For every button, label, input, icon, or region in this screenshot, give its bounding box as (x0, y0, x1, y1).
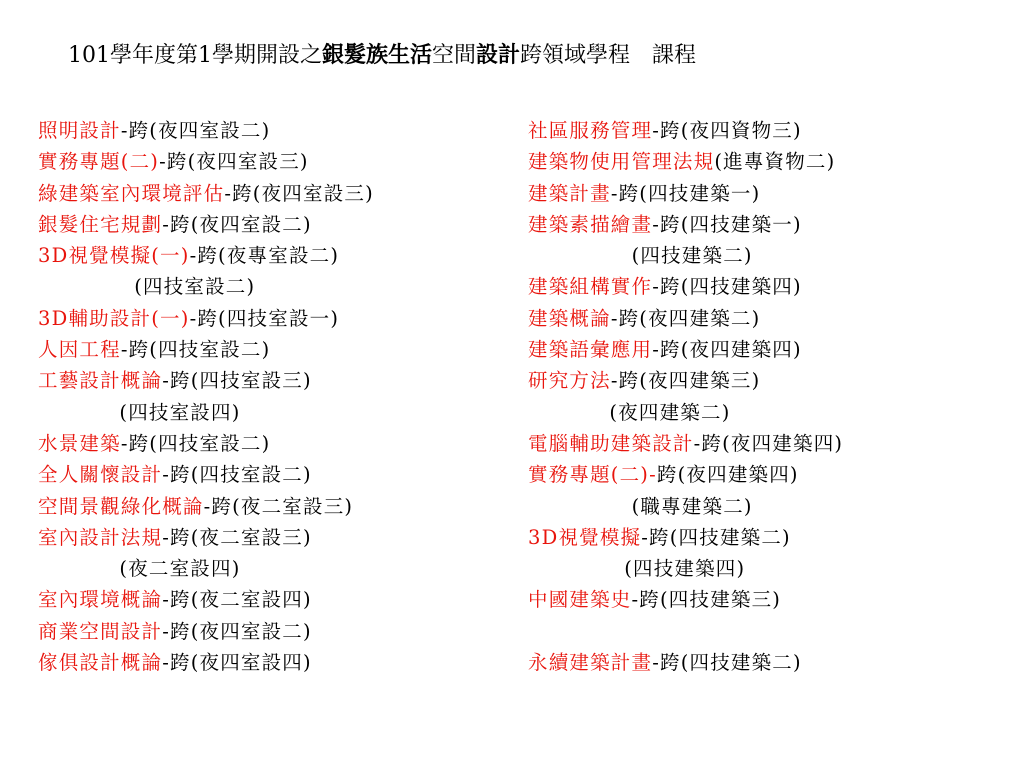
course-name: 建築組構實作 (528, 275, 653, 299)
class-note: -跨(四技建築三) (631, 588, 782, 612)
right-course-row (528, 271, 1008, 302)
left-course-row (38, 303, 518, 334)
right-course-list (528, 115, 1008, 678)
right-course-row (528, 522, 1008, 553)
course-name: 3D視覺模擬 (528, 525, 642, 549)
course-name: 商業空間設計 (38, 619, 163, 643)
course-name: 全人關懷設計 (38, 463, 163, 487)
class-note: -跨(夜專室設二) (189, 244, 340, 268)
class-note: -跨(夜二室設四) (162, 588, 312, 612)
left-course-row (38, 115, 518, 146)
course-name: 3D輔助設計(一) (38, 306, 190, 330)
class-note: -跨(夜二室設三) (203, 494, 354, 518)
course-name: 3D視覺模擬(一) (38, 244, 190, 268)
course-name: 建築語彙應用 (528, 338, 653, 362)
course-name: 實務專題(二)- (528, 463, 657, 487)
row-indent (528, 244, 632, 267)
course-name: 建築概論 (528, 306, 611, 330)
class-note: -跨(四技室設三) (162, 369, 312, 393)
course-name: 室內設計法規 (38, 525, 163, 549)
course-name: 研究方法 (528, 369, 611, 393)
course-name: 電腦輔助建築設計 (528, 431, 694, 455)
course-name: 照明設計 (38, 119, 121, 142)
left-course-row (38, 553, 518, 584)
course-name: 社區服務管理 (528, 119, 653, 142)
row-indent (528, 557, 624, 580)
class-note: -跨(夜四室設三) (159, 150, 309, 174)
course-name: 中國建築史 (528, 588, 632, 612)
class-note: -跨(四技室設二) (120, 431, 271, 455)
class-note: -跨(四技室設二) (120, 338, 271, 362)
class-note: -跨(四技建築一) (652, 212, 802, 236)
left-course-row (38, 240, 518, 271)
left-course-row (38, 334, 518, 365)
left-course-row (38, 522, 518, 553)
right-course-row (528, 647, 1008, 678)
course-name: 綠建築室內環境評估 (38, 181, 225, 205)
course-name: 傢俱設計概論 (38, 651, 163, 675)
course-name: 水景建築 (38, 431, 121, 455)
left-course-row (38, 616, 518, 647)
right-course-row (528, 459, 1008, 490)
class-note: -跨(夜四建築二) (610, 306, 761, 330)
class-note: -跨(夜四建築三) (610, 369, 761, 393)
left-course-row (38, 647, 518, 678)
right-course-row (528, 178, 1008, 209)
title-part-1: 101學年度第1學期開設之 (68, 43, 322, 68)
class-note: -跨(夜四室設三) (224, 181, 374, 205)
class-note: (四技建築二) (631, 244, 753, 268)
right-course-row (528, 365, 1008, 396)
class-note: -跨(夜二室設三) (162, 525, 312, 549)
class-note: -跨(四技室設一) (189, 306, 340, 330)
course-name: 人因工程 (38, 338, 121, 362)
course-name: 建築素描繪畫 (528, 212, 653, 236)
right-course-row (528, 553, 1008, 584)
class-note: -跨(夜四建築四) (693, 431, 844, 455)
right-course-row (528, 115, 1008, 146)
class-note: -跨(夜四室設二) (162, 619, 312, 643)
class-note: (進專資物二) (714, 150, 836, 174)
right-course-row (528, 209, 1008, 240)
class-note: -跨(夜四室設二) (162, 212, 312, 236)
course-name: 永續建築計畫 (528, 651, 653, 675)
course-name: 銀髮住宅規劃 (38, 212, 163, 236)
class-note: -跨(四技室設二) (162, 463, 312, 487)
left-course-row (38, 209, 518, 240)
class-note: -跨(四技建築二) (641, 525, 791, 549)
left-course-row (38, 146, 518, 177)
course-name: 建築物使用管理法規 (528, 150, 715, 174)
class-note: -跨(四技建築四) (652, 275, 802, 299)
right-course-row (528, 397, 1008, 428)
class-note: 跨(夜四建築四) (656, 463, 799, 487)
class-note: -跨(四技建築二) (652, 651, 802, 675)
row-indent (528, 495, 632, 518)
class-note: -跨(夜四室設四) (162, 651, 312, 675)
left-course-row (38, 397, 518, 428)
row-indent (528, 401, 609, 424)
course-name: 工藝設計概論 (38, 369, 163, 393)
class-note: -跨(夜四室設二) (120, 119, 271, 142)
course-name: 建築計畫 (528, 181, 611, 205)
title-part-2: 銀髮族生活 (322, 43, 433, 68)
class-note: (職專建築二) (631, 494, 753, 518)
left-course-row (38, 178, 518, 209)
course-name: 室內環境概論 (38, 588, 163, 612)
class-note: (四技室設二) (134, 275, 256, 299)
left-course-row (38, 271, 518, 302)
page-title (68, 40, 968, 72)
right-course-row (528, 491, 1008, 522)
row-indent (38, 401, 119, 424)
course-name: 實務專題(二) (38, 150, 160, 174)
class-note: (四技建築四) (624, 557, 746, 581)
left-course-row (38, 428, 518, 459)
right-course-row (528, 616, 1008, 647)
left-course-row (38, 459, 518, 490)
class-note: (四技室設四) (119, 400, 241, 424)
left-course-list (38, 115, 518, 678)
title-part-3: 空間 (432, 43, 477, 68)
class-note: -跨(夜四建築四) (652, 338, 802, 362)
left-course-row (38, 491, 518, 522)
right-course-row (528, 584, 1008, 615)
title-part-4: 設計 (476, 43, 521, 68)
course-name: 空間景觀綠化概論 (38, 494, 204, 518)
row-indent (38, 557, 119, 580)
right-course-row (528, 428, 1008, 459)
row-indent (38, 275, 134, 298)
title-part-5: 跨領域學程 課程 (520, 43, 697, 68)
class-note: (夜四建築二) (609, 400, 731, 424)
right-course-row (528, 334, 1008, 365)
class-note: -跨(四技建築一) (610, 181, 761, 205)
left-course-row (38, 584, 518, 615)
right-course-row (528, 146, 1008, 177)
left-course-row (38, 365, 518, 396)
class-note: -跨(夜四資物三) (652, 119, 802, 142)
right-course-row (528, 240, 1008, 271)
right-course-row (528, 303, 1008, 334)
class-note: (夜二室設四) (119, 557, 241, 581)
